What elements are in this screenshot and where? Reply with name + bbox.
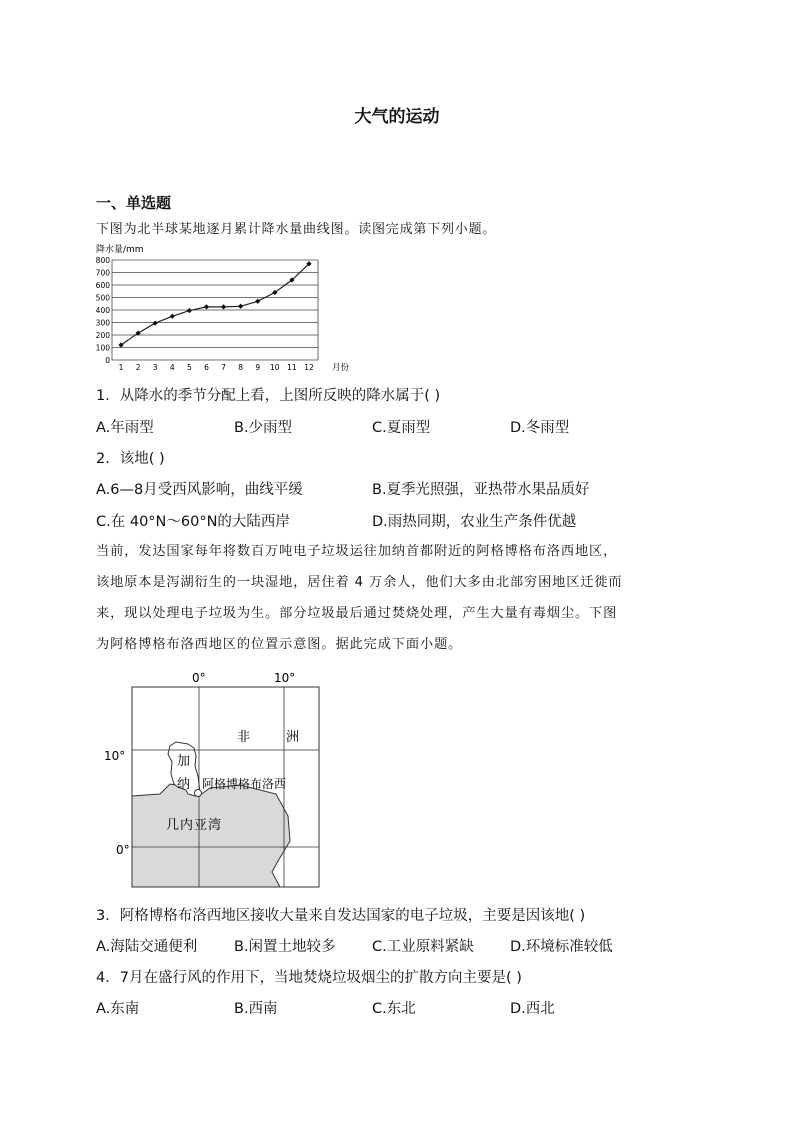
q4-option-c[interactable]: C.东北 <box>372 1001 416 1017</box>
page-title: 大气的运动 <box>354 107 440 127</box>
chart-xlabel: 月份 <box>332 363 350 373</box>
x-tick-label: 12 <box>304 363 314 372</box>
y-tick-label: 600 <box>95 281 110 290</box>
x-tick-label: 2 <box>135 363 141 372</box>
map-site-label: 阿格博格布洛西 <box>202 777 287 791</box>
location-map <box>100 666 330 892</box>
data-point <box>187 308 192 313</box>
data-point <box>153 321 158 326</box>
data-point <box>170 314 175 319</box>
y-tick-label: 0 <box>105 356 110 365</box>
y-tick-label: 700 <box>95 268 110 278</box>
q4-option-b[interactable]: B.西南 <box>234 1001 278 1017</box>
q2-option-d[interactable]: D.雨热同期，农业生产条件优越 <box>372 514 577 530</box>
question-3-stem: 3．阿格博格布洛西地区接收大量来自发达国家的电子垃圾，主要是因该地( ) <box>96 908 586 924</box>
y-tick-label: 500 <box>95 293 110 303</box>
q1-option-a[interactable]: A.年雨型 <box>96 420 154 436</box>
passage-line-3: 来，现以处理电子垃圾为生。部分垃圾最后通过焚烧处理，产生大量有毒烟尘。下图 <box>96 606 618 621</box>
x-tick-label: 7 <box>221 363 226 372</box>
q2-option-a[interactable]: A.6—8月受西风影响，曲线平缓 <box>96 482 303 498</box>
x-tick-label: 5 <box>186 363 192 372</box>
x-tick-label: 1 <box>118 363 124 372</box>
intro-text: 下图为北半球某地逐月累计降水量曲线图。读图完成第下列小题。 <box>96 222 497 237</box>
map-lat-0: 0° <box>116 843 130 857</box>
x-tick-label: 11 <box>287 363 297 372</box>
q4-option-d[interactable]: D.西北 <box>510 1001 555 1017</box>
chart-ylabel: 降水量/mm <box>96 245 144 255</box>
y-tick-label: 200 <box>95 331 110 340</box>
map-ghana-2: 纳 <box>177 777 191 792</box>
precipitation-chart <box>92 240 352 374</box>
q1-option-d[interactable]: D.冬雨型 <box>510 420 570 436</box>
map-lat-10: 10° <box>104 749 126 763</box>
q3-option-d[interactable]: D.环境标准较低 <box>510 939 613 955</box>
q3-option-c[interactable]: C.工业原料紧缺 <box>372 939 474 955</box>
map-gulf-label: 几内亚湾 <box>166 818 223 833</box>
data-point <box>255 299 260 304</box>
x-tick-label: 6 <box>204 363 209 372</box>
data-point <box>238 304 243 309</box>
map-africa-1: 非 <box>237 730 251 745</box>
q2-option-b[interactable]: B.夏季光照强，亚热带水果品质好 <box>372 482 590 498</box>
x-tick-label: 10 <box>270 363 280 372</box>
x-tick-label: 3 <box>152 363 158 372</box>
site-marker-icon <box>195 790 202 797</box>
y-tick-label: 800 <box>95 256 110 265</box>
q3-option-a[interactable]: A.海陆交通便利 <box>96 939 198 955</box>
passage-line-4: 为阿格博格布洛西地区的位置示意图。据此完成下面小题。 <box>96 637 463 652</box>
section-heading: 一、单选题 <box>96 194 172 212</box>
y-tick-label: 100 <box>95 343 110 353</box>
passage-line-2: 该地原本是泻湖衍生的一块湿地，居住着 4 万余人，他们大多由北部穷困地区迁徙而 <box>96 575 623 590</box>
map-africa-2: 洲 <box>286 730 300 745</box>
series-line <box>121 264 309 345</box>
sea-region <box>132 784 290 887</box>
map-lon-0: 0° <box>192 671 206 685</box>
question-4-stem: 4．7月在盛行风的作用下，当地焚烧垃圾烟尘的扩散方向主要是( ) <box>96 970 522 986</box>
question-2-stem: 2．该地( ) <box>96 451 165 467</box>
passage-line-1: 当前，发达国家每年将数百万吨电子垃圾运往加纳首都附近的阿格博格布洛西地区， <box>96 544 618 559</box>
q3-option-b[interactable]: B.闲置土地较多 <box>234 939 336 955</box>
data-point <box>221 304 226 309</box>
q1-option-b[interactable]: B.少雨型 <box>234 420 293 436</box>
q1-option-c[interactable]: C.夏雨型 <box>372 420 431 436</box>
q4-option-a[interactable]: A.东南 <box>96 1001 140 1017</box>
map-ghana-1: 加 <box>177 754 191 769</box>
y-tick-label: 300 <box>95 318 110 328</box>
q2-option-c[interactable]: C.在 40°N～60°N的大陆西岸 <box>96 514 290 530</box>
question-1-stem: 1．从降水的季节分配上看，上图所反映的降水属于( ) <box>96 388 441 404</box>
y-tick-label: 400 <box>95 306 110 315</box>
data-point <box>204 304 209 309</box>
x-tick-label: 9 <box>255 363 261 372</box>
x-tick-label: 4 <box>169 363 175 372</box>
x-tick-label: 8 <box>238 363 244 372</box>
map-lon-10: 10° <box>274 671 296 685</box>
